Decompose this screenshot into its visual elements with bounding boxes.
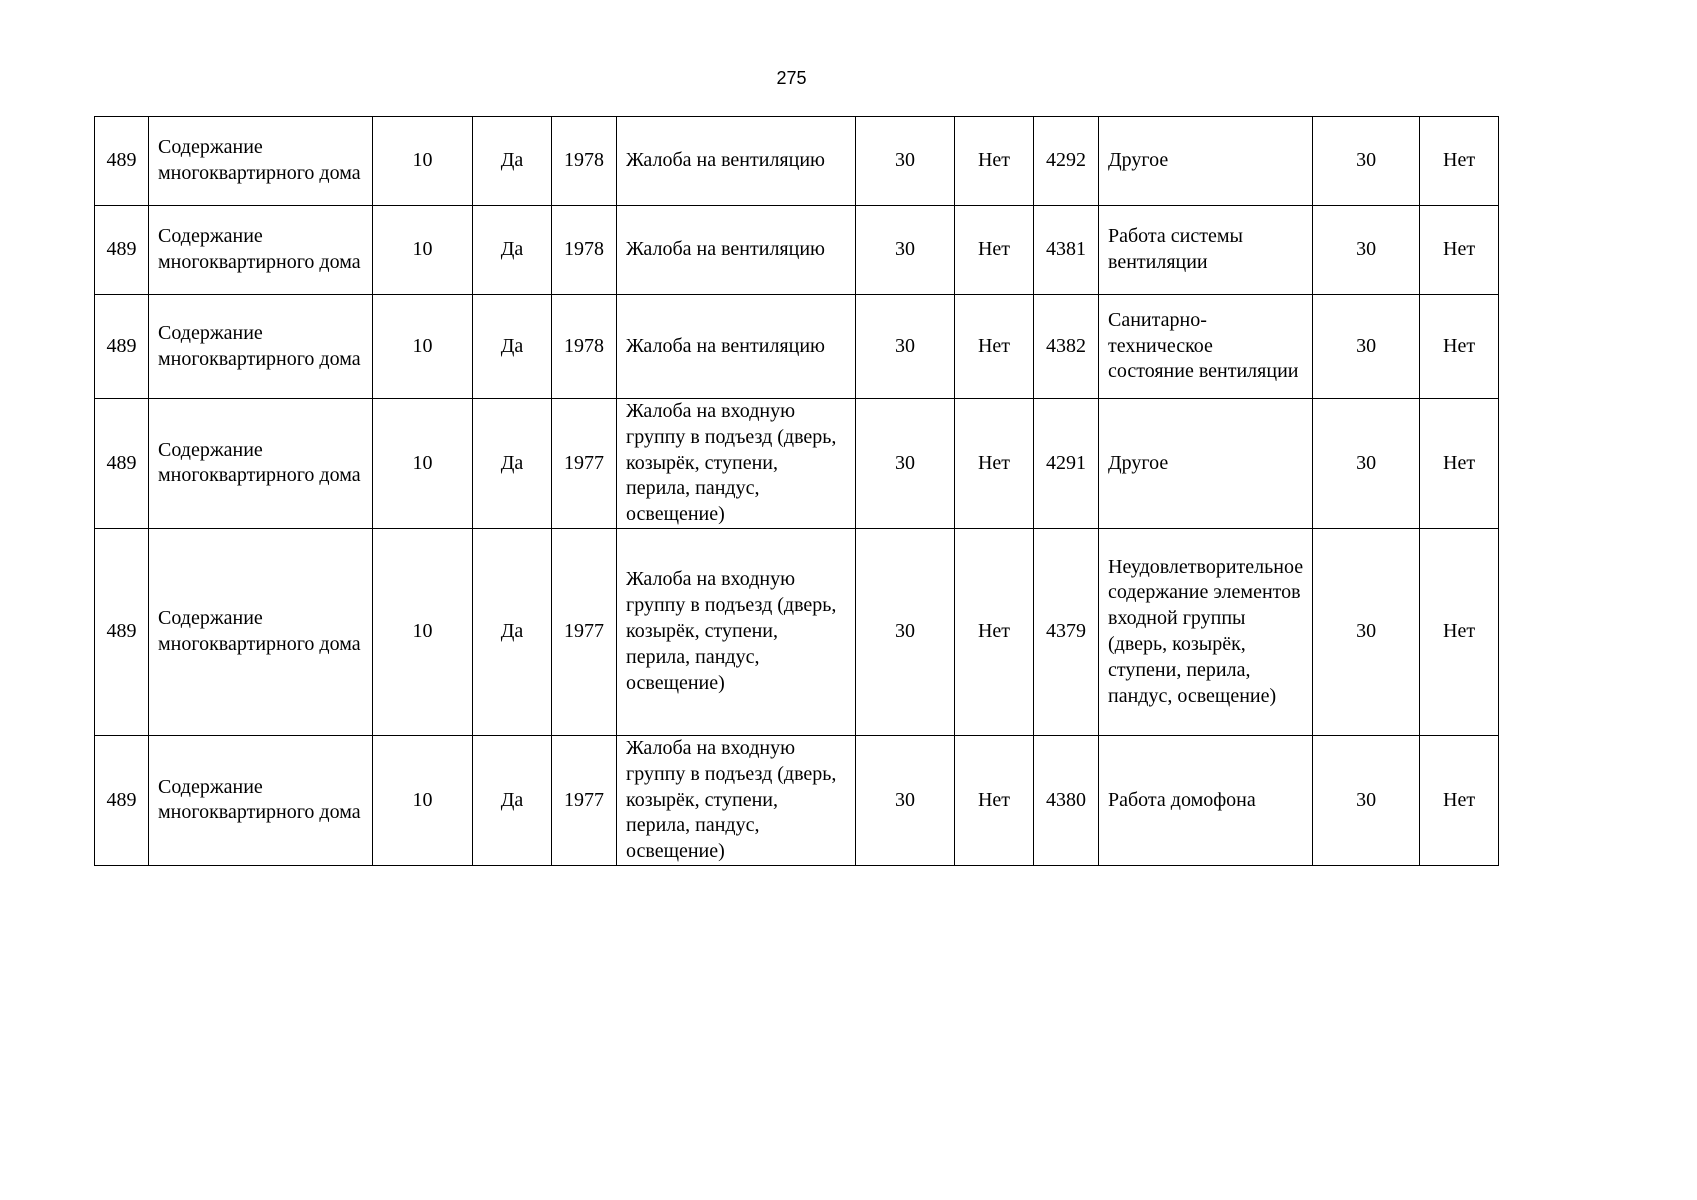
cell-subcode: 4292 bbox=[1034, 117, 1099, 206]
cell-code: 1977 bbox=[552, 528, 617, 735]
cell-flag: Да bbox=[473, 528, 552, 735]
cell-days: 30 bbox=[856, 117, 955, 206]
table-row bbox=[95, 735, 1499, 865]
cell-flag: Нет bbox=[1420, 735, 1499, 865]
cell-id: 489 bbox=[95, 528, 149, 735]
cell-days: 30 bbox=[856, 528, 955, 735]
cell-complaint: Жалоба на вентиляцию bbox=[617, 206, 856, 295]
cell-flag: Да bbox=[473, 206, 552, 295]
cell-flag: Нет bbox=[955, 117, 1034, 206]
cell-id: 489 bbox=[95, 735, 149, 865]
cell-complaint: Жалоба на вентиляцию bbox=[617, 295, 856, 399]
cell-flag: Нет bbox=[1420, 295, 1499, 399]
cell-flag: Нет bbox=[955, 528, 1034, 735]
cell-value: 10 bbox=[373, 735, 473, 865]
cell-code: 1978 bbox=[552, 206, 617, 295]
cell-days: 30 bbox=[856, 735, 955, 865]
cell-flag: Нет bbox=[955, 399, 1034, 529]
cell-days: 30 bbox=[856, 206, 955, 295]
cell-value: 10 bbox=[373, 206, 473, 295]
cell-value: 10 bbox=[373, 295, 473, 399]
cell-id: 489 bbox=[95, 399, 149, 529]
cell-subcode: 4291 bbox=[1034, 399, 1099, 529]
table-row bbox=[95, 528, 1499, 735]
cell-flag: Да bbox=[473, 117, 552, 206]
cell-subcode: 4382 bbox=[1034, 295, 1099, 399]
cell-subject: Работа системы вентиляции bbox=[1099, 206, 1313, 295]
cell-subcode: 4380 bbox=[1034, 735, 1099, 865]
cell-id: 489 bbox=[95, 117, 149, 206]
cell-subcode: 4381 bbox=[1034, 206, 1099, 295]
cell-id: 489 bbox=[95, 206, 149, 295]
cell-flag: Нет bbox=[1420, 117, 1499, 206]
cell-subject: Санитарно-техническое состояние вентиляции bbox=[1099, 295, 1313, 399]
cell-flag: Нет bbox=[955, 735, 1034, 865]
cell-value: 10 bbox=[373, 528, 473, 735]
cell-code: 1978 bbox=[552, 295, 617, 399]
cell-subject: Неудовлетворительное содержание элементов входной группы (дверь, козырёк, ступени, перила, пандус, освещение) bbox=[1099, 528, 1313, 735]
cell-subject: Другое bbox=[1099, 399, 1313, 529]
cell-flag: Да bbox=[473, 399, 552, 529]
cell-category: Содержание многоквартирного дома bbox=[149, 735, 373, 865]
cell-value: 10 bbox=[373, 117, 473, 206]
cell-code: 1977 bbox=[552, 399, 617, 529]
cell-category: Содержание многоквартирного дома bbox=[149, 206, 373, 295]
document-table bbox=[94, 116, 1499, 866]
cell-days: 30 bbox=[1313, 528, 1420, 735]
page-number: 275 bbox=[776, 68, 807, 88]
cell-subject: Другое bbox=[1099, 117, 1313, 206]
cell-days: 30 bbox=[856, 295, 955, 399]
cell-category: Содержание многоквартирного дома bbox=[149, 528, 373, 735]
table-row bbox=[95, 206, 1499, 295]
table-row bbox=[95, 117, 1499, 206]
cell-days: 30 bbox=[1313, 117, 1420, 206]
cell-flag: Нет bbox=[1420, 206, 1499, 295]
cell-id: 489 bbox=[95, 295, 149, 399]
table-row bbox=[95, 295, 1499, 399]
cell-flag: Да bbox=[473, 295, 552, 399]
cell-days: 30 bbox=[1313, 295, 1420, 399]
cell-days: 30 bbox=[1313, 735, 1420, 865]
cell-code: 1977 bbox=[552, 735, 617, 865]
cell-flag: Нет bbox=[1420, 399, 1499, 529]
cell-flag: Нет bbox=[955, 295, 1034, 399]
cell-days: 30 bbox=[1313, 399, 1420, 529]
cell-subject: Работа домофона bbox=[1099, 735, 1313, 865]
cell-value: 10 bbox=[373, 399, 473, 529]
cell-flag: Да bbox=[473, 735, 552, 865]
cell-category: Содержание многоквартирного дома bbox=[149, 117, 373, 206]
cell-flag: Нет bbox=[955, 206, 1034, 295]
cell-days: 30 bbox=[1313, 206, 1420, 295]
cell-complaint: Жалоба на входную группу в подъезд (дверь, козырёк, ступени, перила, пандус, освещение) bbox=[617, 528, 856, 735]
cell-flag: Нет bbox=[1420, 528, 1499, 735]
cell-category: Содержание многоквартирного дома bbox=[149, 295, 373, 399]
cell-complaint: Жалоба на входную группу в подъезд (дверь, козырёк, ступени, перила, пандус, освещение) bbox=[617, 399, 856, 529]
table-row bbox=[95, 399, 1499, 529]
cell-complaint: Жалоба на входную группу в подъезд (дверь, козырёк, ступени, перила, пандус, освещение) bbox=[617, 735, 856, 865]
cell-subcode: 4379 bbox=[1034, 528, 1099, 735]
cell-days: 30 bbox=[856, 399, 955, 529]
cell-code: 1978 bbox=[552, 117, 617, 206]
cell-complaint: Жалоба на вентиляцию bbox=[617, 117, 856, 206]
cell-category: Содержание многоквартирного дома bbox=[149, 399, 373, 529]
